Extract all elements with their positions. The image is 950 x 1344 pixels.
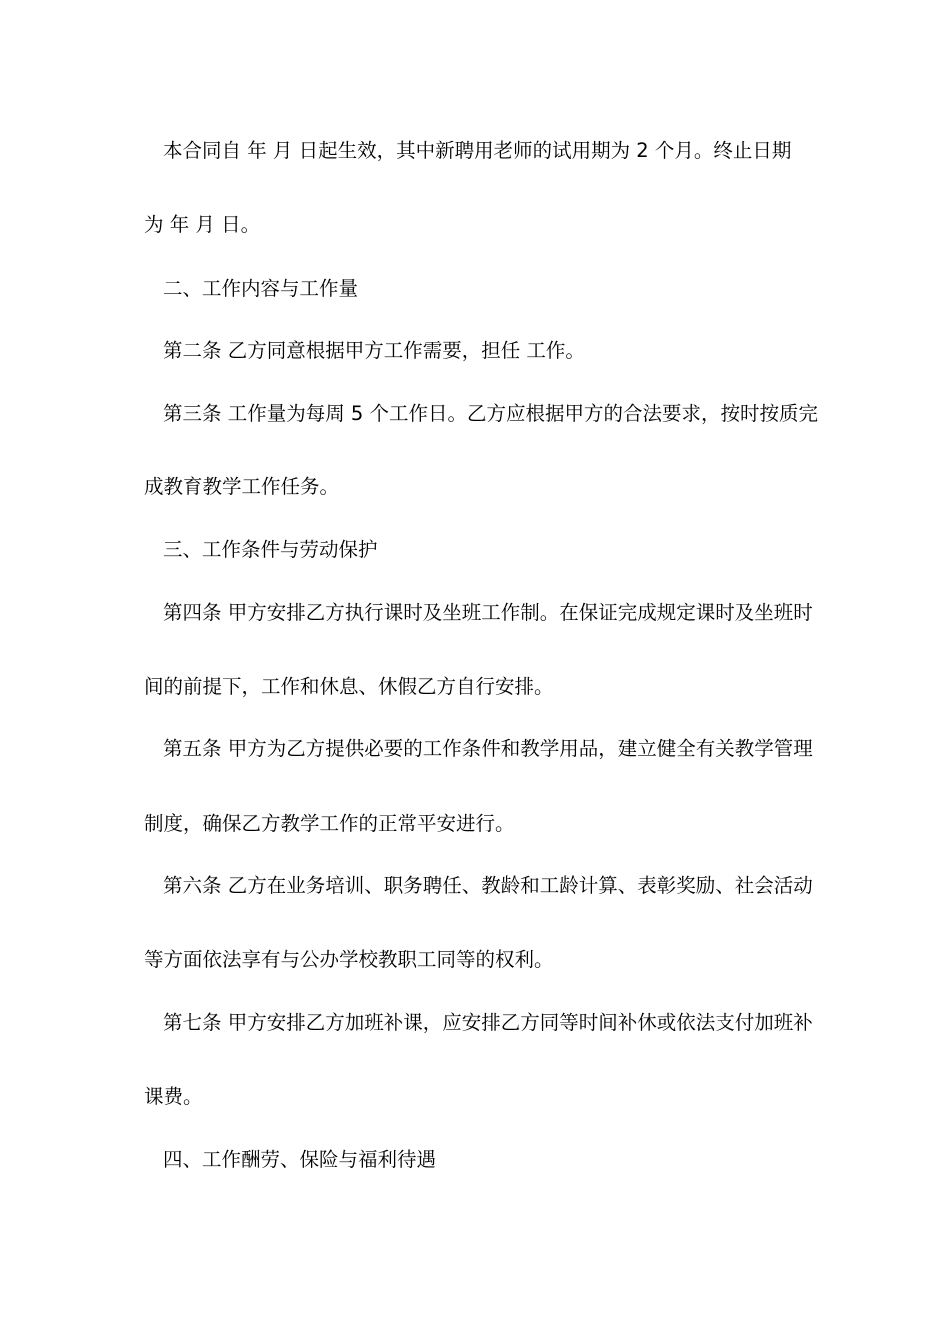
article-7-line-2: 课费。 <box>144 1085 203 1108</box>
article-6-line-2: 等方面依法享有与公办学校教职工同等的权利。 <box>144 948 554 971</box>
article-4-line-2: 间的前提下，工作和休息、休假乙方自行安排。 <box>144 675 554 698</box>
paragraph-termination-date: 为 年 月 日。 <box>144 213 261 236</box>
article-2: 第二条 乙方同意根据甲方工作需要，担任 工作。 <box>163 339 585 362</box>
section-heading-work-content: 二、工作内容与工作量 <box>163 277 359 300</box>
paragraph-effective-date: 本合同自 年 月 日起生效，其中新聘用老师的试用期为 2 个月。终止日期 <box>163 139 792 162</box>
section-heading-compensation: 四、工作酬劳、保险与福利待遇 <box>163 1148 437 1171</box>
article-3-line-2: 成教育教学工作任务。 <box>144 475 340 498</box>
article-5-line-1: 第五条 甲方为乙方提供必要的工作条件和教学用品，建立健全有关教学管理 <box>163 737 813 760</box>
article-7-line-1: 第七条 甲方安排乙方加班补课，应安排乙方同等时间补休或依法支付加班补 <box>163 1011 813 1034</box>
article-4-line-1: 第四条 甲方安排乙方执行课时及坐班工作制。在保证完成规定课时及坐班时 <box>163 601 813 624</box>
article-3-line-1: 第三条 工作量为每周 5 个工作日。乙方应根据甲方的合法要求，按时按质完 <box>163 402 819 425</box>
article-5-line-2: 制度，确保乙方教学工作的正常平安进行。 <box>144 812 515 835</box>
section-heading-work-conditions: 三、工作条件与劳动保护 <box>163 538 378 561</box>
article-6-line-1: 第六条 乙方在业务培训、职务聘任、教龄和工龄计算、表彰奖励、社会活动 <box>163 874 813 897</box>
